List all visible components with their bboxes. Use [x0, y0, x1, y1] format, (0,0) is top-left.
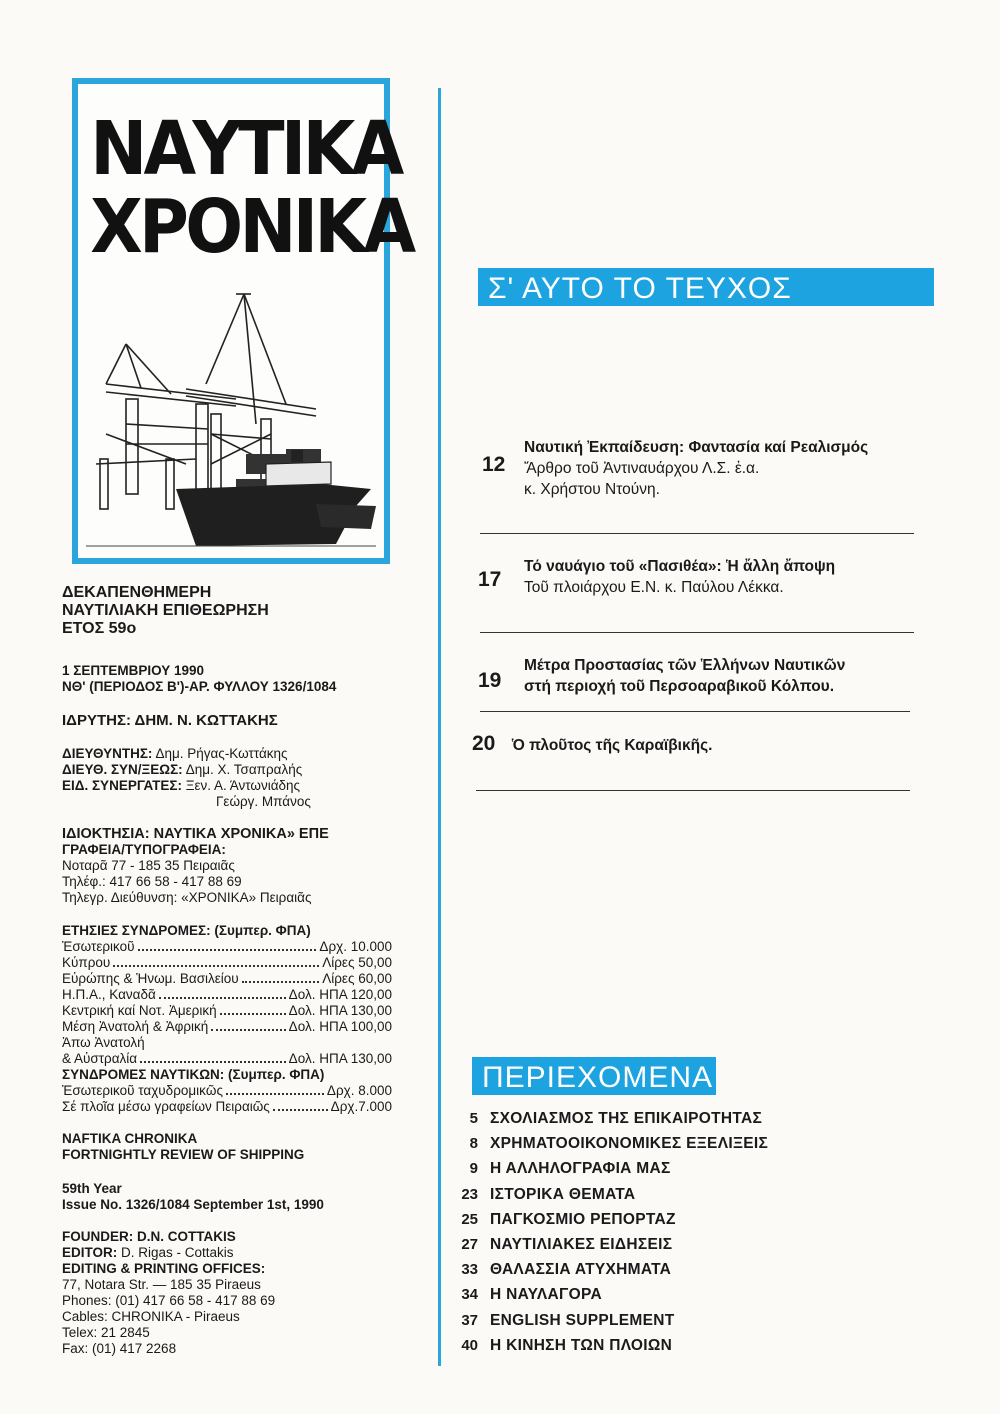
- contents-item: [444, 1261, 864, 1286]
- contents-item: [444, 1337, 864, 1362]
- subscription-row: [62, 955, 392, 971]
- contents-item: [444, 1160, 864, 1185]
- article-title: Ναυτική Ἐκπαίδευση: Φαντασία καί Ρεαλισμός: [524, 439, 869, 456]
- subscription-label: Ἐσωτερικοῦ: [62, 939, 135, 954]
- english-staff: [62, 1229, 402, 1357]
- owner-line: ΙΔΙΟΚΤΗΣΙΑ: ΝΑΥΤΙΚΑ ΧΡΟΝΙΚΑ» ΕΠΕ: [62, 826, 329, 842]
- contents-item: [444, 1186, 864, 1211]
- article-page: 20: [472, 732, 496, 755]
- subscription-label: Κεντρική καί Νοτ. Ἀμερική: [62, 1003, 217, 1018]
- article-title: Μέτρα Προστασίας τῶν Ἑλλήνων Ναυτικῶν: [524, 657, 846, 674]
- issue-date: 1 ΣΕΠΤΕΜΒΡΙΟΥ 1990: [62, 663, 205, 678]
- contents-item: [444, 1110, 864, 1135]
- publication-info: [62, 584, 402, 638]
- far-east-label-2: & Αὐστραλία: [62, 1051, 138, 1066]
- article-item: [478, 437, 928, 500]
- english-address: 77, Notara Str. — 185 35 Piraeus: [62, 1277, 261, 1292]
- contents-label: ΙΣΤΟΡΙΚΑ ΘΕΜΑΤΑ: [490, 1185, 636, 1203]
- contents-label: ENGLISH SUPPLEMENT: [490, 1311, 675, 1329]
- divider-line: [480, 533, 914, 534]
- article-title-line2: στή περιοχή τοῦ Περσοαραβικοῦ Κόλπου.: [524, 678, 835, 695]
- contents-label: Η ΝΑΥΛΑΓΟΡΑ: [490, 1286, 602, 1304]
- article-item: [478, 556, 928, 598]
- english-masthead: [62, 1131, 402, 1163]
- seafarer-subscription-price: Δρχ. 8.000: [326, 1083, 392, 1098]
- article-title: Τό ναυάγιο τοῦ «Πασιθέα»: Ἡ ἄλλη ἄποψη: [524, 558, 836, 575]
- article-page: 12: [482, 453, 506, 476]
- subscription-label: Κύπρου: [62, 955, 111, 970]
- subscription-price: Λίρες 50,00: [322, 955, 392, 970]
- contents-page: 25: [461, 1210, 478, 1228]
- english-issue: Issue No. 1326/1084 September 1st, 1990: [62, 1197, 324, 1212]
- associate-name-2: Γεώργ. Μπάνος: [216, 794, 311, 809]
- article-page: 19: [478, 669, 502, 692]
- subscription-label: Εὐρώπης & Ἡνωμ. Βασιλείου: [62, 971, 239, 986]
- seafarer-subscription-price: Δρχ.7.000: [330, 1099, 392, 1114]
- seafarer-subscription-row: [62, 1083, 392, 1099]
- divider-line: [480, 632, 914, 633]
- issue-number: ΝΘ' (ΠΕΡΙΟΔΟΣ Β')-ΑΡ. ΦΥΛΛΟΥ 1326/1084: [62, 679, 337, 694]
- subscription-price: Δολ. ΗΠΑ 130,00: [288, 1003, 392, 1018]
- publication-year: ΕΤΟΣ 59ο: [62, 620, 137, 637]
- contents-item: [444, 1211, 864, 1236]
- seafarer-subscription-label: Σέ πλοῖα μέσω γραφείων Πειραιῶς: [62, 1099, 270, 1114]
- article-page: 17: [478, 568, 502, 591]
- subscription-label: Η.Π.Α., Καναδᾶ: [62, 987, 156, 1002]
- associates-label: ΕΙΔ. ΣΥΝΕΡΓΑΤΕΣ:: [62, 778, 182, 793]
- contents-label: Η ΚΙΝΗΣΗ ΤΩΝ ΠΛΟΙΩΝ: [490, 1336, 673, 1354]
- subscription-price: Δρχ. 10.000: [319, 939, 392, 954]
- contents-page: 33: [461, 1261, 478, 1279]
- far-east-price: Δολ. ΗΠΑ 130,00: [288, 1051, 392, 1066]
- english-telex: Telex: 21 2845: [62, 1325, 150, 1340]
- english-title: NAFTIKA CHRONIKA: [62, 1131, 198, 1146]
- article-item: [478, 655, 928, 697]
- staff-list: [62, 746, 402, 810]
- subscriptions-block: [62, 923, 402, 1115]
- seafarer-subscription-row: [62, 1099, 392, 1115]
- english-editor-label: EDITOR:: [62, 1245, 118, 1260]
- telegram-address: Τηλεγρ. Διεύθυνση: «ΧΡΟΝΙΚΑ» Πειραιᾶς: [62, 890, 312, 905]
- seafarer-subscription-label: Ἐσωτερικοῦ ταχυδρομικῶς: [62, 1083, 223, 1098]
- seafarer-subscriptions-title: ΣΥΝΔΡΟΜΕΣ ΝΑΥΤΙΚΩΝ: (Συμπερ. ΦΠΑ): [62, 1067, 325, 1082]
- subscription-price: Δολ. ΗΠΑ 120,00: [288, 987, 392, 1002]
- article-byline: Τοῦ πλοιάρχου Ε.Ν. κ. Παύλου Λέκκα.: [524, 579, 784, 596]
- contents-page: 8: [469, 1135, 478, 1153]
- column-divider: [438, 88, 441, 1366]
- far-east-row: [62, 1051, 392, 1067]
- contents-page: 37: [461, 1311, 478, 1329]
- contents-page: 40: [461, 1336, 478, 1354]
- offices-label: ΓΡΑΦΕΙΑ/ΤΥΠΟΓΡΑΦΕΙΑ:: [62, 842, 226, 857]
- subscription-row: [62, 1019, 392, 1035]
- office-phone: Τηλέφ.: 417 66 58 - 417 88 69: [62, 874, 242, 889]
- subscription-row: [62, 939, 392, 955]
- english-year: 59th Year: [62, 1181, 122, 1196]
- article-byline-2: κ. Χρήστου Ντούνη.: [524, 481, 660, 498]
- founder-line: ΙΔΡΥΤΗΣ: ΔΗΜ. Ν. ΚΩΤΤΑΚΗΣ: [62, 712, 278, 729]
- contents-page: 5: [469, 1110, 478, 1127]
- associate-name-1: Ξεν. Α. Άντωνιάδης: [185, 778, 301, 793]
- contents-item: [444, 1312, 864, 1337]
- article-byline: Ἄρθρο τοῦ Ἀντιναυάρχου Λ.Σ. ἐ.α.: [524, 460, 760, 477]
- contents-label: ΣΧΟΛΙΑΣΜΟΣ ΤΗΣ ΕΠΙΚΑΙΡΟΤΗΤΑΣ: [490, 1110, 763, 1127]
- divider-line: [480, 711, 910, 712]
- article-title: Ὁ πλοῦτος τῆς Καραϊβικῆς.: [512, 737, 713, 754]
- contents-page: 34: [461, 1286, 478, 1304]
- english-subtitle: FORTNIGHTLY REVIEW OF SHIPPING: [62, 1147, 305, 1162]
- far-east-label: Ἀπω Ἀνατολή: [62, 1035, 145, 1050]
- contents-label: ΠΑΓΚΟΣΜΙΟ ΡΕΠΟΡΤΑΖ: [490, 1210, 676, 1228]
- codirector-label: ΔΙΕΥΘ. ΣΥΝ/ΞΕΩΣ:: [62, 762, 183, 777]
- english-founder: FOUNDER: D.N. COTTAKIS: [62, 1229, 236, 1244]
- subscription-price: Δολ. ΗΠΑ 100,00: [288, 1019, 392, 1034]
- director-label: ΔΙΕΥΘΥΝΤΗΣ:: [62, 746, 153, 761]
- article-item: [472, 732, 928, 756]
- in-this-issue-banner: Σ' ΑΥΤΟ ΤΟ ΤΕΥΧΟΣ: [478, 268, 934, 306]
- subtitle-line1: ΔΕΚΑΠΕΝΘΗΜΕΡΗ: [62, 584, 212, 601]
- english-phones: Phones: (01) 417 66 58 - 417 88 69: [62, 1293, 276, 1308]
- contents-page: 9: [469, 1160, 478, 1178]
- english-editor: D. Rigas - Cottakis: [121, 1245, 234, 1260]
- subscriptions-title: ΕΤΗΣΙΕΣ ΣΥΝΔΡΟΜΕΣ: (Συμπερ. ΦΠΑ): [62, 923, 311, 938]
- masthead-title-line1: ΝΑΥΤΙΚΑ: [90, 106, 401, 192]
- contents-label: ΝΑΥΤΙΛΙΑΚΕΣ ΕΙΔΗΣΕΙΣ: [490, 1235, 673, 1253]
- subscription-price: Λίρες 60,00: [322, 971, 392, 986]
- contents-banner: ΠΕΡΙΕΧΟΜΕΝΑ: [472, 1057, 716, 1095]
- contents-page: 23: [461, 1185, 478, 1203]
- subscription-label: Μέση Ἀνατολή & Ἀφρική: [62, 1019, 209, 1034]
- english-offices: EDITING & PRINTING OFFICES:: [62, 1261, 266, 1276]
- office-address: Νοταρᾶ 77 - 185 35 Πειραιᾶς: [62, 858, 235, 873]
- subscription-row: [62, 987, 392, 1003]
- contents-label: ΘΑΛΑΣΣΙΑ ΑΤΥΧΗΜΑΤΑ: [490, 1261, 672, 1279]
- contents-item: [444, 1236, 864, 1261]
- subscription-row: [62, 971, 392, 987]
- masthead-title-line2: ΧΡΟΝΙΚΑ: [90, 184, 413, 270]
- contents-label: ΧΡΗΜΑΤΟΟΙΚΟΝΟΜΙΚΕΣ ΕΞΕΛΙΞΕΙΣ: [490, 1135, 769, 1153]
- contents-label: Η ΑΛΛΗΛΟΓΡΑΦΙΑ ΜΑΣ: [490, 1160, 671, 1178]
- ownership-block: [62, 826, 402, 906]
- english-fax: Fax: (01) 417 2268: [62, 1341, 177, 1356]
- contents-list: [444, 1110, 864, 1362]
- codirector-name: Δημ. Χ. Τσαπραλής: [185, 762, 303, 777]
- contents-page: 27: [461, 1235, 478, 1253]
- subscription-row: [62, 1003, 392, 1019]
- contents-item: [444, 1135, 864, 1160]
- english-cables: Cables: CHRONIKA - Piraeus: [62, 1309, 240, 1324]
- contents-item: [444, 1286, 864, 1311]
- subtitle-line2: ΝΑΥΤΙΛΙΑΚΗ ΕΠΙΘΕΩΡΗΣΗ: [62, 602, 269, 619]
- masthead-box: [72, 78, 413, 564]
- english-issue-info: [62, 1181, 402, 1213]
- port-cranes-illustration: [86, 284, 376, 554]
- divider-line: [476, 790, 910, 791]
- director-name: Δημ. Ρήγας-Κωττάκης: [155, 746, 288, 761]
- issue-info: [62, 663, 402, 695]
